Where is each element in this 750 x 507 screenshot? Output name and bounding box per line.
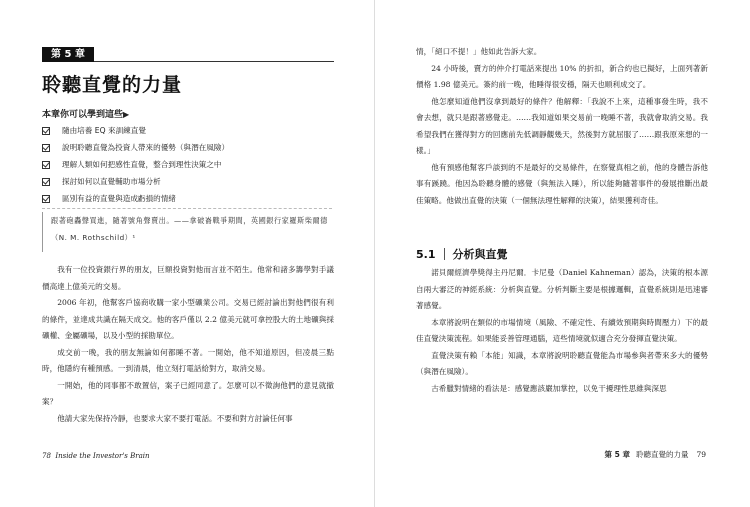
chapter-label: 第 5 章 — [42, 47, 94, 62]
checkbox-icon — [42, 178, 50, 186]
chapter-title: 聆聽直覺的力量 — [42, 74, 183, 96]
checkbox-icon — [42, 144, 50, 152]
learn-item-text: 探討如何以直覺輔助市場分析 — [62, 177, 161, 186]
paragraph: 諾貝爾經濟學獎得主丹尼爾．卡尼曼（Daniel Kahneman）認為，決策的根本源自兩大審泛的神經系統：分析與直覺。分析判斷主要是根據邏輯，直覺系統則是迅速審著感覺。 — [416, 268, 708, 310]
paragraph: 24 小時後，賣方的仲介打電話來提出 10% 的折扣，新合約也已擬好，上面列著新價格 1.98 億美元。簽約前一晚，他睡得很安穩，隔天也順利成交了。 — [416, 63, 708, 89]
section-number: 5.1 — [416, 247, 436, 261]
learn-item — [42, 173, 342, 190]
right-body-bottom — [416, 265, 708, 397]
paragraph: 他請大家先保持冷靜，也要求大家不要打電話。不要和對方討論任何事 — [57, 413, 293, 423]
paragraph: 古希臘對情緒的看法是：感覺應該嚴加掌控，以免干擾理性思維與深思 — [431, 383, 667, 393]
learn-item-text: 理解人類如何把感性直覺，整合到理性決策之中 — [62, 160, 222, 169]
paragraph: 一開始，他的同事都不敢置信，案子已經同意了。怎麼可以不徵詢他們的意見就撤案？ — [42, 380, 334, 406]
learn-item — [42, 139, 342, 156]
learn-list — [42, 122, 342, 207]
triangle-right-icon: ▶ — [123, 110, 130, 119]
learn-item-text: 說明聆聽直覺為投資人帶來的優勢（與潛在風險） — [62, 143, 230, 152]
paragraph: 他有預感他幫客戶談到的不是最好的交易條件，在察覺真相之前，他的身體告訴他事有蹊蹺。他因為聆聽身體的感覺（與無法入睡），所以能夠隨著事件的發展推斷出最佳策略。他做出直覺的決策（一個無法理性解釋的決策），結果獲利奇佳。 — [416, 162, 708, 205]
running-chapter-title: 聆聽直覺的力量 — [635, 450, 689, 459]
section-heading — [416, 246, 508, 262]
paragraph: 2006 年初，他幫客戶協商收購一家小型礦業公司。交易已經討論出對他們很有利的條件，並達成共識在隔天成交。他的客戶僅以 2.2 億美元就可拿控股大的土地礦與採礦權、金屬礦場，以及小型的採勘單位。 — [42, 298, 334, 340]
paragraph: 情，「絕口不提！」他如此告訴大家。 — [416, 47, 542, 56]
learn-item — [42, 190, 342, 207]
learn-item-text: 隨由培養 EQ 來訓練直覺 — [62, 126, 146, 135]
paragraph: 成交前一晚，我的朋友無論如何都睡不著。一開始，他不知道原因，但凌晨三點時，他隱約有種預感。一到清晨，他立刻打電話給對方，取消交易。 — [42, 347, 334, 373]
epigraph-text: 跟著砲轟聲買進，隨著號角聲賣出。——拿破崙戰爭期間，英國銀行家羅斯柴爾德（N. M. Rothschild）¹ — [51, 216, 328, 242]
right-body-top — [416, 44, 708, 209]
left-body — [42, 262, 334, 427]
chapter-rule — [94, 61, 334, 62]
learn-item — [42, 122, 342, 139]
learn-item-text: 區別有益的直覺與造成虧損的情緒 — [62, 194, 176, 203]
paragraph: 本章將說明在類似的市場情境（風險、不確定性、有續效預期與時間壓力）下的最佳直覺決策流程。如果能妥善管理通腦，這些情境就似適合充分發揮直覺決策。 — [416, 317, 708, 343]
page-number: 79 — [696, 450, 706, 459]
epigraph — [42, 212, 337, 252]
right-footer — [605, 449, 707, 460]
learn-item — [42, 156, 342, 173]
paragraph: 我有一位投資銀行界的朋友，巨額投資對他而言並不陌生。他常和諸多籌學對手議價高達上億美元的交易。 — [42, 265, 334, 291]
learn-heading-text: 本章你可以學到這些 — [42, 110, 124, 120]
checkbox-icon — [42, 127, 50, 135]
learn-heading — [42, 107, 129, 120]
checkbox-icon — [42, 195, 50, 203]
checkbox-icon — [42, 161, 50, 169]
paragraph: 他怎麼知道他們沒拿到最好的條件？他解釋：「我說不上來，這種事發生時，我不會去想，就只是跟著感覺走。……我知道如果交易前一晚睡不著，我就會取消交易。我希望我們在獲得對方的回應前先低調靜觀幾天，然後對方就屈服了……跟我原來想的一樣。」 — [416, 96, 708, 155]
running-chapter-label: 第 5 章 — [604, 450, 630, 459]
paragraph: 直覺決策有賴「本能」知識，本章將說明聆聽直覺能為市場參與者帶來多大的優勢（與潛在風險）。 — [416, 350, 708, 376]
section-separator — [444, 248, 445, 260]
left-footer — [42, 452, 150, 460]
page-number: 78 — [42, 452, 51, 460]
section-title: 分析與直覺 — [452, 248, 508, 261]
running-book-title: Inside the Investor's Brain — [55, 452, 150, 460]
quote-divider — [42, 208, 332, 209]
